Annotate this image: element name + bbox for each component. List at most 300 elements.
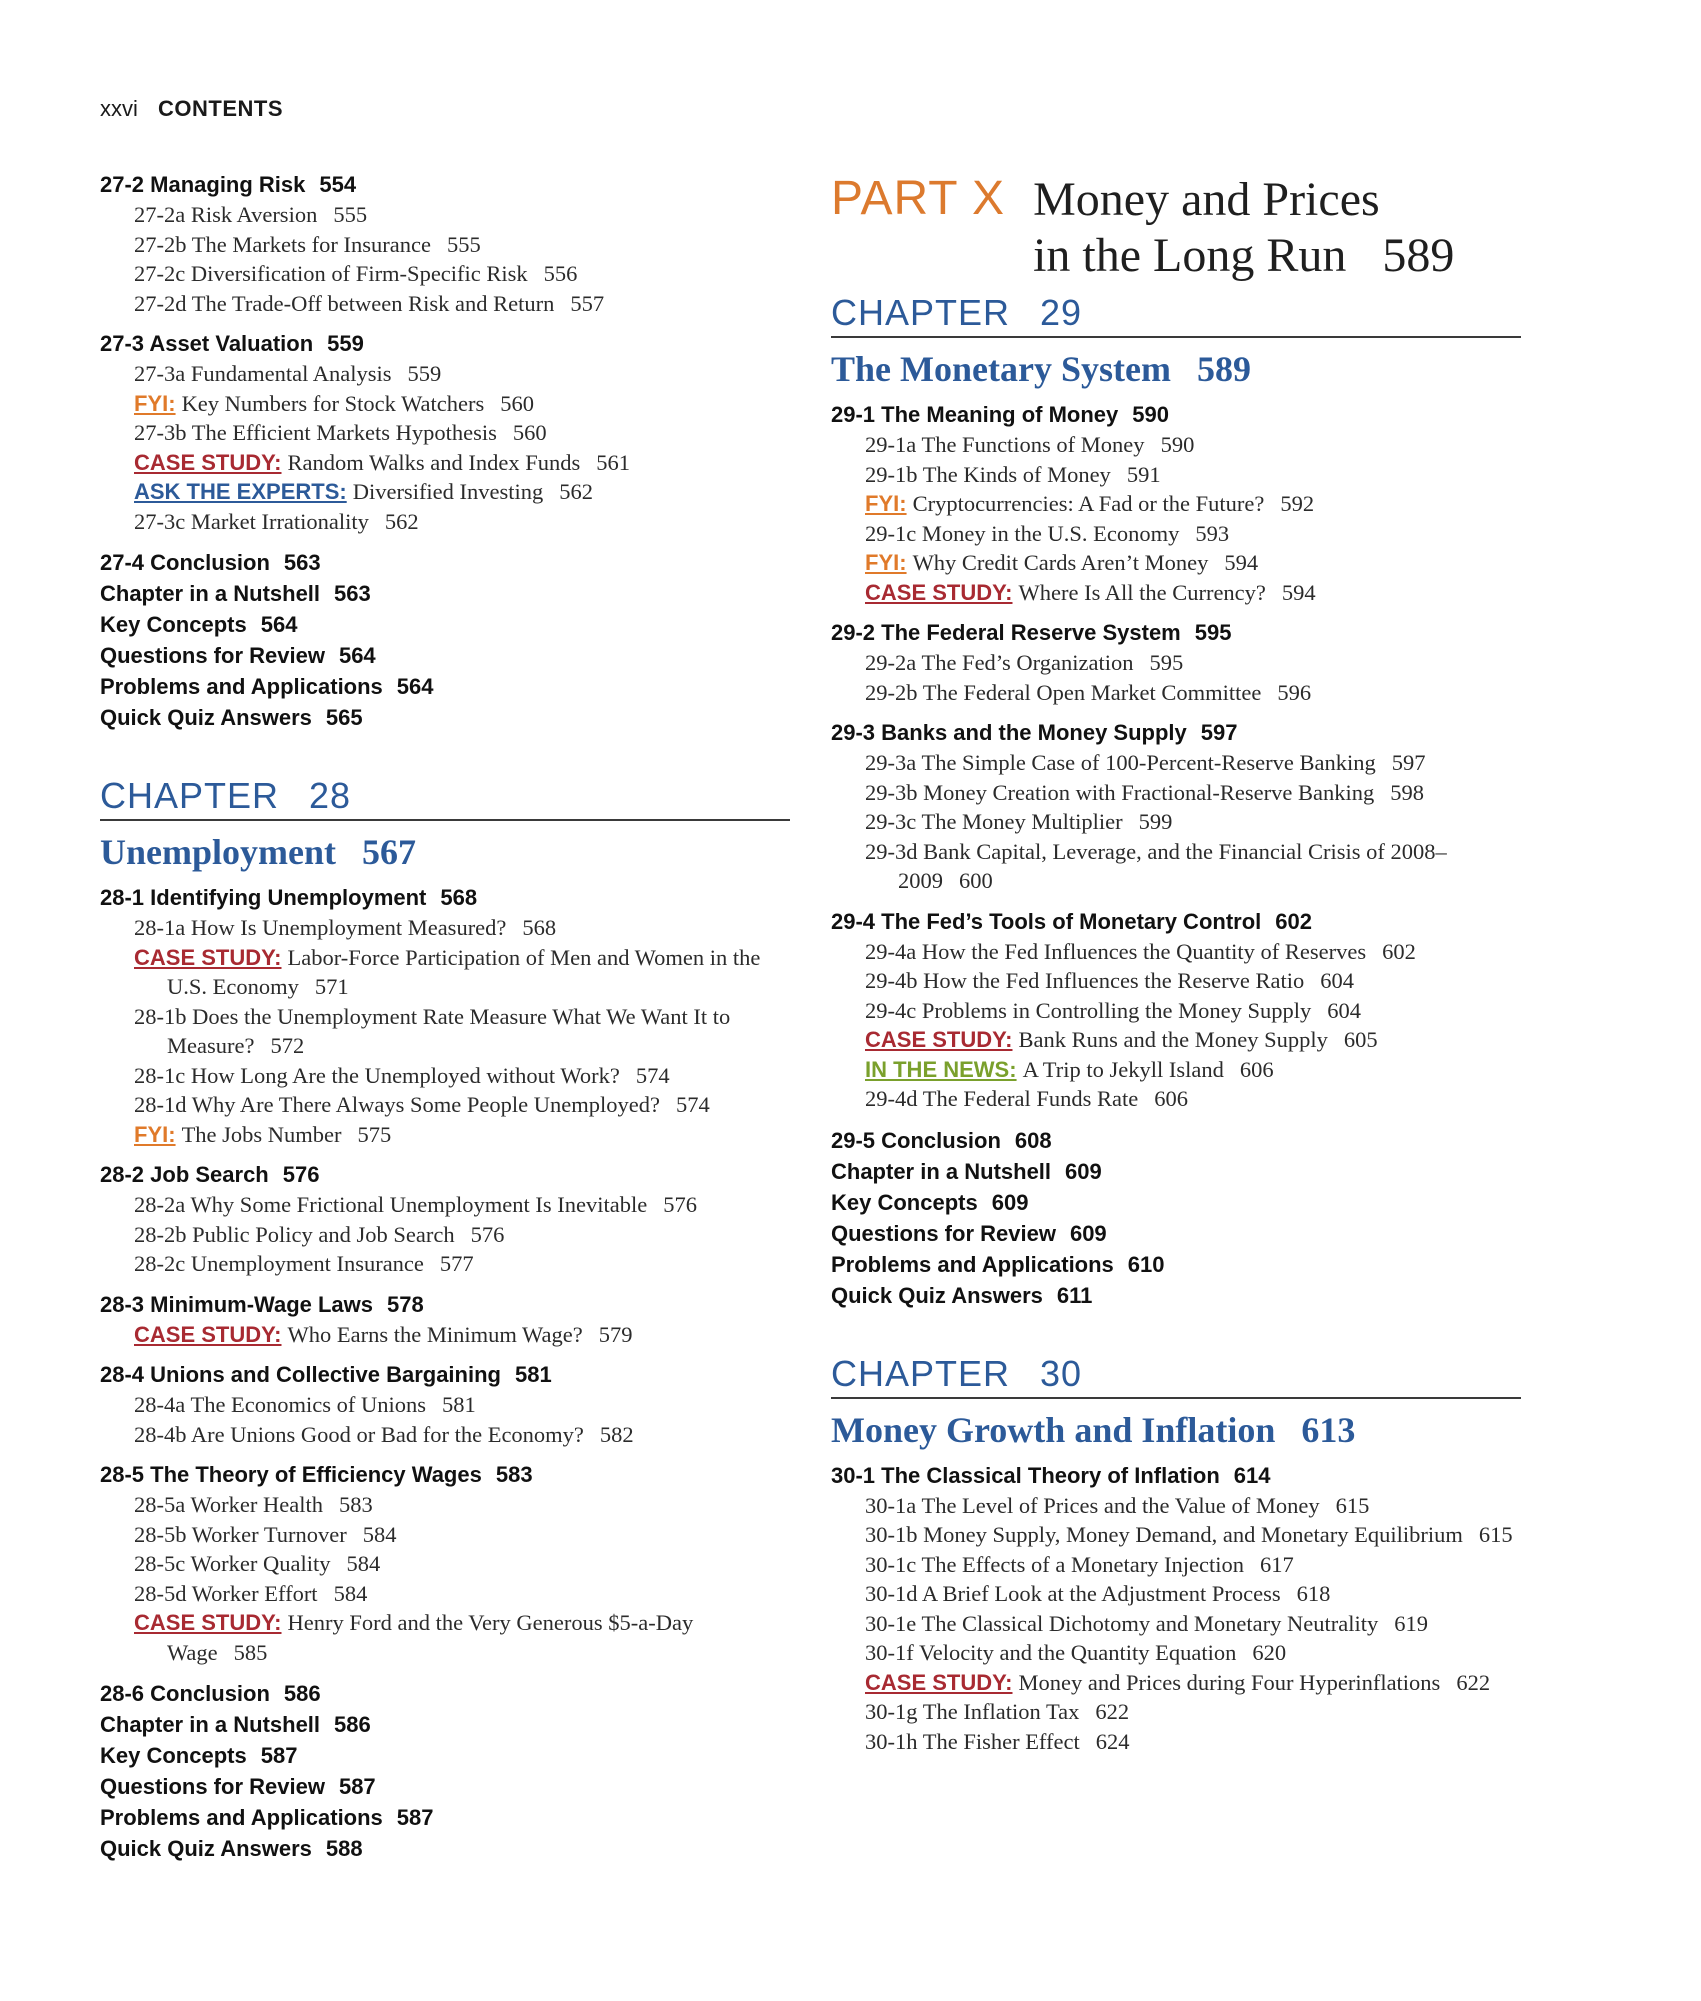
section-heading[interactable]	[100, 329, 790, 359]
toc-section	[831, 1461, 1521, 1757]
feature-entry[interactable]	[831, 489, 1521, 519]
section-page: 602	[1275, 908, 1312, 934]
entry-title: 28-1c How Long Are the Unemployed without Work?	[134, 1062, 620, 1088]
chapter-27-sections	[100, 170, 790, 536]
entry-page: 606	[1239, 1056, 1274, 1082]
running-head	[100, 96, 283, 122]
end-matter-page: 564	[396, 674, 434, 699]
entry-page: 597	[1391, 750, 1426, 775]
end-matter-page: 564	[338, 643, 376, 668]
section-page: 578	[387, 1291, 424, 1317]
entry-title: A Trip to Jekyll Island	[1022, 1056, 1224, 1082]
entry-title: 30-1a The Level of Prices and the Value of Money	[865, 1492, 1320, 1518]
part-heading[interactable]	[831, 170, 1521, 284]
feature-label: CASE STUDY:	[865, 579, 1013, 605]
section-title: 29-4 The Fed’s Tools of Monetary Control	[831, 908, 1262, 934]
section-title: 27-3 Asset Valuation	[100, 331, 314, 356]
end-matter-title: 27-4 Conclusion	[100, 550, 270, 575]
entry-title: 30-1h The Fisher Effect	[865, 1728, 1080, 1754]
feature-entry[interactable]	[831, 1668, 1521, 1698]
entry-page: 605	[1343, 1027, 1378, 1052]
subsection-entry[interactable]	[100, 359, 790, 389]
end-matter-title: Problems and Applications	[100, 1805, 383, 1830]
feature-label: FYI:	[134, 390, 176, 416]
entry-title: 30-1c The Effects of a Monetary Injection	[865, 1551, 1245, 1577]
entry-page: 582	[599, 1421, 634, 1447]
entry-title: 28-5a Worker Health	[134, 1492, 323, 1517]
subsection-entry[interactable]	[100, 1520, 790, 1550]
end-matter-page: 609	[1065, 1158, 1102, 1184]
part-page: 589	[1382, 229, 1455, 282]
entry-title: Henry Ford and the Very Generous $5-a-Day Wage	[167, 1610, 694, 1665]
section-page: 583	[495, 1462, 533, 1487]
entry-title: 29-1a The Functions of Money	[865, 432, 1145, 457]
part-title-line-1: Money and Prices	[1033, 173, 1380, 226]
entry-title: Who Earns the Minimum Wage?	[287, 1321, 583, 1347]
entry-page: 593	[1195, 520, 1230, 546]
section-title: 28-1 Identifying Unemployment	[100, 885, 427, 910]
entry-page: 577	[439, 1251, 474, 1276]
section-heading[interactable]	[100, 1290, 790, 1320]
subsection-entry[interactable]	[831, 460, 1521, 490]
chapter-28-sections	[100, 883, 790, 1667]
right-column	[831, 170, 1521, 1767]
entry-title: Bank Runs and the Money Supply	[1018, 1027, 1328, 1052]
end-matter-title: Chapter in a Nutshell	[831, 1158, 1052, 1184]
subsection-entry[interactable]	[831, 807, 1521, 837]
chapter-title-text: Unemployment	[100, 832, 336, 872]
subsection-entry[interactable]	[100, 507, 790, 537]
end-matter-item[interactable]	[100, 547, 790, 578]
part-label: PART X	[831, 172, 1006, 225]
chapter-page: 589	[1196, 349, 1251, 389]
entry-title: 29-3d Bank Capital, Leverage, and the Financial Crisis of 2008–2009	[865, 838, 1447, 893]
entry-title: 29-3c The Money Multiplier	[865, 809, 1123, 834]
end-matter-page: 563	[334, 581, 371, 606]
feature-label: IN THE NEWS:	[865, 1056, 1017, 1082]
subsection-entry[interactable]	[831, 937, 1521, 967]
subsection-entry[interactable]	[831, 966, 1521, 996]
entry-page: 596	[1277, 679, 1312, 705]
section-page: 595	[1194, 620, 1232, 645]
feature-label: CASE STUDY:	[134, 449, 282, 475]
chapter-30-title[interactable]	[831, 1407, 1521, 1453]
chapter-29-title[interactable]	[831, 346, 1521, 392]
subsection-entry[interactable]	[100, 230, 790, 260]
entry-title: 27-2d The Trade-Off between Risk and Return	[134, 290, 555, 316]
entry-title: 27-3a Fundamental Analysis	[134, 361, 392, 386]
entry-page: 617	[1260, 1551, 1294, 1577]
chapter-29-end-matter	[831, 1125, 1521, 1311]
feature-label: FYI:	[865, 550, 907, 575]
part-title	[1033, 172, 1454, 284]
entry-title: 28-5d Worker Effort	[134, 1580, 318, 1606]
toc-section	[831, 718, 1521, 896]
entry-title: Diversified Investing	[352, 479, 544, 504]
page-folio: xxvi	[100, 96, 138, 121]
subsection-entry[interactable]	[100, 1002, 790, 1061]
section-page: 590	[1132, 402, 1169, 427]
section-page: 559	[327, 331, 364, 356]
entry-title: 29-3b Money Creation with Fractional-Reserve Banking	[865, 779, 1375, 805]
entry-page: 562	[384, 508, 419, 534]
subsection-entry[interactable]	[831, 778, 1521, 808]
entry-page: 584	[362, 1521, 397, 1547]
entry-title: Money and Prices during Four Hyperinflations	[1018, 1669, 1441, 1695]
entry-page: 571	[314, 974, 349, 999]
subsection-entry[interactable]	[100, 200, 790, 230]
entry-title: 27-2c Diversification of Firm-Specific Risk	[134, 261, 528, 286]
entry-title: Cryptocurrencies: A Fad or the Future?	[912, 491, 1265, 516]
feature-entry[interactable]	[100, 448, 790, 478]
end-matter-item[interactable]	[100, 578, 790, 609]
end-matter-page: 564	[260, 612, 298, 637]
end-matter-item[interactable]	[100, 1740, 790, 1771]
end-matter-title: Questions for Review	[100, 1774, 325, 1799]
end-matter-title: Quick Quiz Answers	[831, 1282, 1043, 1308]
end-matter-page: 610	[1127, 1251, 1165, 1277]
chapter-30-label	[831, 1353, 1521, 1399]
entry-title: 29-4d The Federal Funds Rate	[865, 1086, 1139, 1111]
chapter-label-text: CHAPTER	[100, 775, 280, 816]
subsection-entry[interactable]	[831, 1084, 1521, 1114]
entry-page: 592	[1280, 491, 1315, 516]
subsection-entry[interactable]	[831, 1491, 1521, 1521]
feature-label: CASE STUDY:	[865, 1027, 1013, 1052]
end-matter-title: 28-6 Conclusion	[100, 1681, 270, 1706]
end-matter-item[interactable]	[831, 1125, 1521, 1156]
subsection-entry[interactable]	[831, 519, 1521, 549]
entry-title: 29-2b The Federal Open Market Committee	[865, 679, 1262, 705]
entry-page: 594	[1281, 579, 1316, 605]
end-matter-page: 611	[1056, 1282, 1093, 1308]
chapter-title-text: Money Growth and Inflation	[831, 1409, 1276, 1450]
entry-title: 29-4a How the Fed Influences the Quantity of Reserves	[865, 938, 1367, 964]
end-matter-title: Key Concepts	[100, 612, 247, 637]
subsection-entry[interactable]	[831, 996, 1521, 1026]
end-matter-item[interactable]	[100, 671, 790, 702]
entry-page: 599	[1138, 809, 1173, 834]
end-matter-item[interactable]	[100, 702, 790, 733]
section-heading[interactable]	[100, 1160, 790, 1190]
chapter-label-text: CHAPTER	[831, 1352, 1011, 1394]
toc-section	[831, 618, 1521, 707]
entry-page: 585	[233, 1639, 268, 1665]
entry-title: 29-2a The Fed’s Organization	[865, 650, 1134, 675]
subsection-entry[interactable]	[831, 1550, 1521, 1580]
feature-label: FYI:	[134, 1121, 176, 1147]
toc-section	[831, 907, 1521, 1114]
section-heading[interactable]	[100, 1460, 790, 1490]
feature-label: FYI:	[865, 491, 907, 516]
entry-page: 618	[1296, 1581, 1331, 1606]
entry-title: 30-1e The Classical Dichotomy and Monetary Neutrality	[865, 1610, 1379, 1636]
entry-page: 556	[543, 261, 578, 286]
section-heading[interactable]	[100, 1360, 790, 1390]
section-title: 28-3 Minimum-Wage Laws	[100, 1291, 374, 1317]
entry-page: 620	[1252, 1640, 1287, 1665]
feature-label: CASE STUDY:	[865, 1669, 1013, 1695]
entry-page: 622	[1456, 1669, 1491, 1695]
entry-page: 555	[333, 202, 368, 227]
entry-page: 579	[598, 1321, 633, 1347]
feature-entry[interactable]	[831, 578, 1521, 608]
entry-page: 604	[1320, 968, 1355, 993]
end-matter-title: Chapter in a Nutshell	[100, 581, 321, 606]
toc-section	[100, 329, 790, 536]
entry-page: 574	[635, 1062, 670, 1088]
entry-page: 574	[675, 1092, 710, 1117]
entry-title: Why Credit Cards Aren’t Money	[912, 550, 1209, 575]
entry-page: 559	[407, 361, 442, 386]
toc-section	[100, 1460, 790, 1667]
end-matter-title: Key Concepts	[100, 1743, 247, 1768]
entry-page: 591	[1126, 461, 1161, 487]
chapter-page: 613	[1301, 1409, 1356, 1450]
subsection-entry[interactable]	[831, 1579, 1521, 1609]
end-matter-item[interactable]	[100, 609, 790, 640]
entry-page: 561	[596, 449, 631, 475]
toc-section	[100, 1290, 790, 1350]
entry-title: 28-2c Unemployment Insurance	[134, 1251, 424, 1276]
feature-entry[interactable]	[100, 477, 790, 507]
entry-title: 30-1f Velocity and the Quantity Equation	[865, 1640, 1237, 1665]
end-matter-page: 587	[338, 1774, 376, 1799]
subsection-entry[interactable]	[100, 289, 790, 319]
chapter-28-end-matter	[100, 1678, 790, 1864]
end-matter-title: Problems and Applications	[831, 1251, 1114, 1277]
section-heading[interactable]	[831, 618, 1521, 648]
end-matter-page: 586	[334, 1712, 371, 1737]
entry-page: 595	[1149, 650, 1184, 675]
end-matter-item[interactable]	[100, 1709, 790, 1740]
chapter-number: 30	[1040, 1352, 1083, 1394]
subsection-entry[interactable]	[100, 1090, 790, 1120]
end-matter-title: Quick Quiz Answers	[100, 705, 312, 730]
end-matter-page: 608	[1014, 1127, 1052, 1153]
entry-title: 29-4b How the Fed Influences the Reserve Ratio	[865, 968, 1305, 993]
entry-title: 29-1b The Kinds of Money	[865, 461, 1111, 487]
entry-page: 590	[1160, 432, 1195, 457]
section-title: 29-2 The Federal Reserve System	[831, 620, 1181, 645]
entry-title: 27-3b The Efficient Markets Hypothesis	[134, 420, 497, 445]
chapter-label-text: CHAPTER	[831, 292, 1011, 333]
subsection-entry[interactable]	[100, 1420, 790, 1450]
feature-label: CASE STUDY:	[134, 1610, 282, 1635]
end-matter-title: Quick Quiz Answers	[100, 1836, 312, 1861]
end-matter-item[interactable]	[100, 1833, 790, 1864]
end-matter-item[interactable]	[831, 1218, 1521, 1249]
end-matter-item[interactable]	[100, 1802, 790, 1833]
entry-title: Random Walks and Index Funds	[287, 449, 581, 475]
subsection-entry[interactable]	[100, 1390, 790, 1420]
entry-title: 29-4c Problems in Controlling the Money Supply	[865, 997, 1312, 1023]
feature-entry[interactable]	[831, 548, 1521, 578]
entry-page: 560	[500, 390, 535, 416]
feature-entry[interactable]	[100, 1320, 790, 1350]
entry-page: 575	[357, 1121, 392, 1147]
chapter-page: 567	[362, 832, 416, 872]
entry-page: 624	[1095, 1728, 1130, 1754]
section-heading[interactable]	[100, 170, 790, 200]
subsection-entry[interactable]	[100, 1061, 790, 1091]
feature-entry[interactable]	[831, 1055, 1521, 1085]
subsection-entry[interactable]	[100, 1549, 790, 1579]
entry-page: 602	[1382, 938, 1416, 964]
chapter-30-sections	[831, 1461, 1521, 1757]
end-matter-page: 588	[325, 1836, 363, 1861]
end-matter-page: 565	[325, 705, 363, 730]
subsection-entry[interactable]	[100, 1220, 790, 1250]
feature-entry[interactable]	[100, 943, 790, 1002]
chapter-27-end-matter	[100, 547, 790, 733]
entry-page: 557	[570, 290, 605, 316]
subsection-entry[interactable]	[831, 1638, 1521, 1668]
entry-title: 27-2a Risk Aversion	[134, 202, 318, 227]
subsection-entry[interactable]	[831, 678, 1521, 708]
chapter-29-sections	[831, 400, 1521, 1114]
entry-page: 594	[1224, 550, 1259, 575]
end-matter-page: 586	[283, 1681, 321, 1706]
entry-page: 622	[1095, 1699, 1130, 1724]
section-title: 29-1 The Meaning of Money	[831, 402, 1119, 427]
subsection-entry[interactable]	[100, 913, 790, 943]
end-matter-page: 587	[396, 1805, 434, 1830]
end-matter-page: 563	[283, 550, 321, 575]
chapter-number: 28	[309, 775, 352, 816]
entry-title: Labor-Force Participation of Men and Women in the U.S. Economy	[167, 944, 761, 999]
subsection-entry[interactable]	[831, 430, 1521, 460]
entry-page: 581	[442, 1392, 476, 1417]
section-heading[interactable]	[100, 883, 790, 913]
end-matter-item[interactable]	[831, 1187, 1521, 1218]
entry-title: 28-1b Does the Unemployment Rate Measure What We Want It to Measure?	[134, 1003, 731, 1058]
entry-title: 28-4b Are Unions Good or Bad for the Economy?	[134, 1421, 584, 1447]
section-title: 27-2 Managing Risk	[100, 172, 306, 197]
end-matter-title: Questions for Review	[100, 643, 325, 668]
section-heading[interactable]	[831, 400, 1521, 430]
entry-title: 30-1d A Brief Look at the Adjustment Process	[865, 1581, 1281, 1606]
entry-title: 29-1c Money in the U.S. Economy	[865, 520, 1180, 546]
chapter-title-text: The Monetary System	[831, 349, 1171, 389]
entry-title: 27-3c Market Irrationality	[134, 508, 369, 534]
entry-page: 560	[512, 420, 547, 445]
section-heading[interactable]	[831, 1461, 1521, 1491]
feature-label: CASE STUDY:	[134, 1321, 282, 1347]
feature-entry[interactable]	[831, 1025, 1521, 1055]
entry-title: Where Is All the Currency?	[1018, 579, 1266, 605]
part-title-line-2: in the Long Run	[1033, 229, 1347, 282]
subsection-entry[interactable]	[100, 1249, 790, 1279]
section-title: 30-1 The Classical Theory of Inflation	[831, 1462, 1220, 1488]
entry-page: 568	[522, 915, 557, 940]
subsection-entry[interactable]	[831, 648, 1521, 678]
subsection-entry[interactable]	[831, 1609, 1521, 1639]
subsection-entry[interactable]	[100, 259, 790, 289]
subsection-entry[interactable]	[831, 1727, 1521, 1757]
subsection-entry[interactable]	[831, 1697, 1521, 1727]
end-matter-page: 609	[991, 1189, 1029, 1215]
section-title: 29-3 Banks and the Money Supply	[831, 720, 1187, 745]
entry-page: 598	[1390, 779, 1425, 805]
section-page: 576	[282, 1162, 320, 1187]
entry-title: 28-2a Why Some Frictional Unemployment Is Inevitable	[134, 1192, 648, 1217]
entry-title: 28-5c Worker Quality	[134, 1551, 331, 1576]
subsection-entry[interactable]	[100, 1490, 790, 1520]
end-matter-item[interactable]	[100, 640, 790, 671]
end-matter-page: 587	[260, 1743, 298, 1768]
section-page: 554	[319, 172, 357, 197]
toc-section	[100, 1360, 790, 1449]
entry-page: 572	[270, 1033, 305, 1058]
end-matter-item[interactable]	[831, 1156, 1521, 1187]
entry-title: 30-1b Money Supply, Money Demand, and Monetary Equilibrium	[865, 1522, 1463, 1547]
entry-title: The Jobs Number	[181, 1121, 342, 1147]
subsection-entry[interactable]	[100, 1579, 790, 1609]
end-matter-title: 29-5 Conclusion	[831, 1127, 1001, 1153]
feature-label: CASE STUDY:	[134, 944, 282, 970]
entry-title: Key Numbers for Stock Watchers	[181, 390, 485, 416]
end-matter-item[interactable]	[100, 1771, 790, 1802]
entry-page: 576	[470, 1221, 505, 1247]
entry-page: 584	[346, 1551, 381, 1576]
entry-title: 28-4a The Economics of Unions	[134, 1392, 427, 1417]
end-matter-title: Questions for Review	[831, 1220, 1056, 1246]
entry-title: 30-1g The Inflation Tax	[865, 1699, 1080, 1724]
toc-section	[831, 400, 1521, 607]
running-head-title: CONTENTS	[158, 96, 284, 121]
feature-entry[interactable]	[100, 389, 790, 419]
entry-page: 600	[959, 868, 993, 893]
end-matter-page: 609	[1069, 1220, 1107, 1246]
subsection-entry[interactable]	[831, 748, 1521, 778]
entry-page: 555	[446, 231, 481, 257]
subsection-entry[interactable]	[100, 1190, 790, 1220]
end-matter-title: Chapter in a Nutshell	[100, 1712, 321, 1737]
section-heading[interactable]	[831, 718, 1521, 748]
entry-page: 584	[333, 1580, 368, 1606]
chapter-29-label	[831, 292, 1521, 338]
entry-title: 28-1d Why Are There Always Some People Unemployed?	[134, 1092, 660, 1117]
feature-label: ASK THE EXPERTS:	[134, 479, 347, 504]
subsection-entry[interactable]	[831, 837, 1521, 896]
feature-entry[interactable]	[100, 1120, 790, 1150]
entry-page: 583	[338, 1492, 373, 1517]
section-title: 28-2 Job Search	[100, 1162, 269, 1187]
feature-entry[interactable]	[100, 1608, 790, 1667]
end-matter-item[interactable]	[831, 1280, 1521, 1311]
toc-section	[100, 170, 790, 318]
entry-title: 28-1a How Is Unemployment Measured?	[134, 915, 507, 940]
entry-page: 619	[1394, 1610, 1428, 1636]
entry-page: 615	[1478, 1522, 1513, 1547]
section-heading[interactable]	[831, 907, 1521, 937]
entry-title: 27-2b The Markets for Insurance	[134, 231, 431, 257]
end-matter-title: Problems and Applications	[100, 674, 383, 699]
entry-page: 576	[663, 1192, 697, 1217]
end-matter-item[interactable]	[100, 1678, 790, 1709]
subsection-entry[interactable]	[831, 1520, 1521, 1550]
entry-page: 615	[1335, 1492, 1370, 1518]
section-page: 614	[1233, 1462, 1271, 1488]
entry-page: 604	[1327, 997, 1361, 1023]
chapter-28-title[interactable]	[100, 829, 790, 875]
entry-title: 28-2b Public Policy and Job Search	[134, 1221, 455, 1247]
end-matter-item[interactable]	[831, 1249, 1521, 1280]
section-title: 28-5 The Theory of Efficiency Wages	[100, 1462, 482, 1487]
subsection-entry[interactable]	[100, 418, 790, 448]
section-title: 28-4 Unions and Collective Bargaining	[100, 1362, 501, 1387]
